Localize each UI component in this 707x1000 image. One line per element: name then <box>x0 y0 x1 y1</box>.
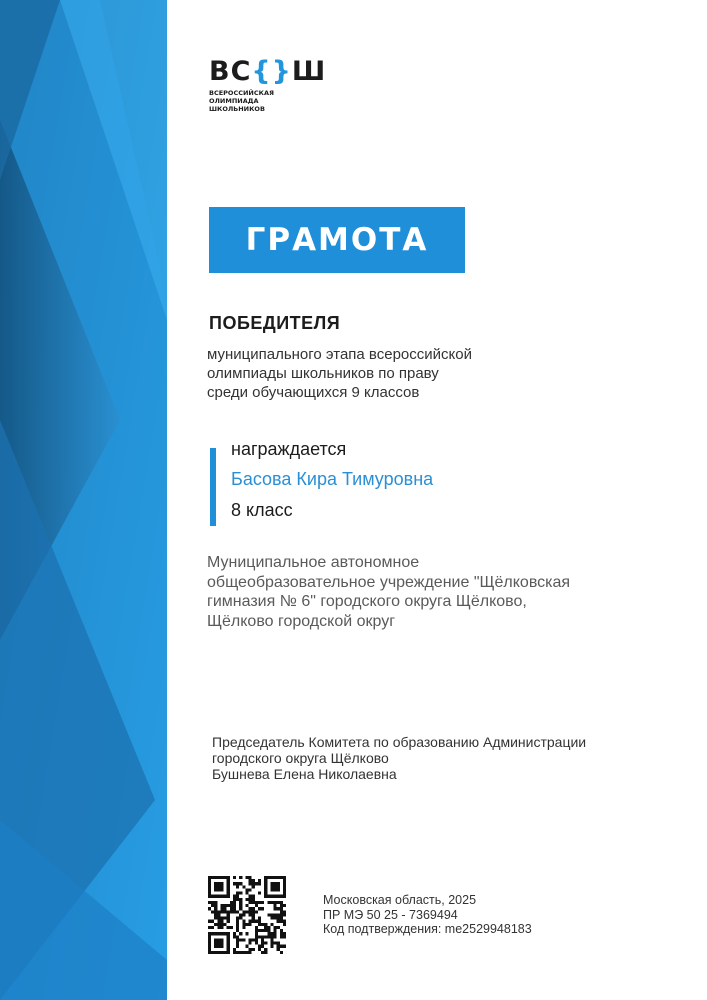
certificate-title: ПОБЕДИТЕЛЯ <box>209 313 341 333</box>
recipient-name: Басова Кира Тимуровна <box>231 469 434 489</box>
logo-mark: ВС{}Ш <box>209 56 327 87</box>
recipient-grade: 8 класс <box>231 500 293 520</box>
confirmation-code: Код подтверждения: me2529948183 <box>323 922 532 936</box>
awarded-label: награждается <box>231 439 347 459</box>
school-name: Муниципальное автономное общеобразовательное учреждение "Щёлковская гимназия № 6" городского округа Щёлково, Щёлково городской округ <box>207 554 571 630</box>
signatory: Председатель Комитета по образованию Администрации городского округа Щёлково Бушнева Елена Николаевна <box>212 734 587 782</box>
accent-bar <box>210 448 216 526</box>
event-description: муниципального этапа всероссийской олимпиады школьников по праву среди обучающихся 9 классов <box>207 346 472 401</box>
qr-code-icon[interactable] <box>208 876 286 954</box>
registration-number: ПР МЭ 50 25 - 7369494 <box>323 907 458 922</box>
certificate-footer <box>323 893 532 937</box>
logo-subtitle: ВСЕРОССИЙСКАЯ ОЛИМПИАДА ШКОЛЬНИКОВ <box>209 89 274 113</box>
certificate-banner: ГРАМОТА <box>209 207 465 273</box>
olympiad-logo <box>209 58 326 113</box>
decorative-side-panel <box>0 0 167 1000</box>
region-year: Московская область, 2025 <box>323 893 477 907</box>
